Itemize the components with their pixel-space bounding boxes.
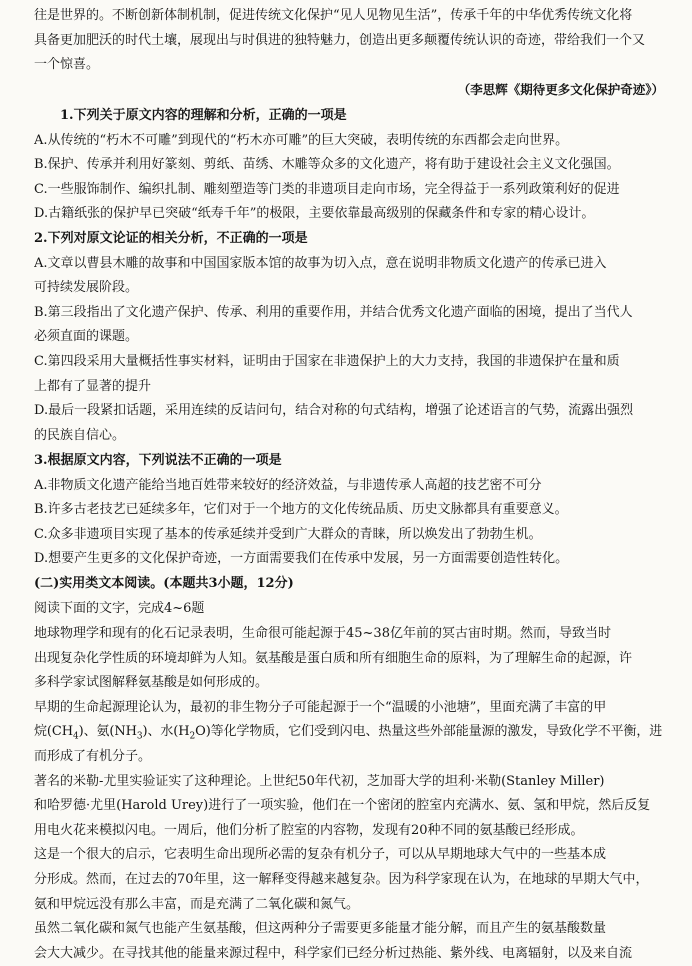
text-line: 地球物理学和现有的化石记录表明，生命很可能起源于45~38亿年前的冥古宙时期。然而，导致当时 [34,626,611,641]
option-d: D.古籍纸张的保护早已突破“纸寿千年”的极限，主要依靠最高级别的保藏条件和专家的精心设计。 [34,206,595,222]
text-line: 氨和甲烷远没有那么丰富，而是充满了二氧化碳和氮气。 [34,896,360,912]
text-line: 早期的生命起源理论认为，最初的非生物分子可能起源于一个“温暖的小池塘”，里面充满了丰富的甲 [34,699,607,715]
question-1 [34,104,662,227]
question-stem: 2.下列对原文论证的相关分析，不正确的一项是 [34,231,308,246]
option-b-cont: 必须直面的课题。 [34,329,139,345]
option-a: A.从传统的“朽木不可雕”到现代的“朽木亦可雕”的巨大突破，表明传统的东西都会走向世界。 [34,132,569,148]
section-instruction: 阅读下面的文字，完成4~6题 [34,600,205,616]
question-stem: 1.下列关于原文内容的理解和分析，正确的一项是 [60,108,347,123]
subscript: 4 [72,731,79,742]
text-line: 多科学家试图解释氨基酸是如何形成的。 [34,675,269,691]
subscript: 2 [189,731,196,742]
text-line: 具备更加肥沃的时代土壤，展现出与时俱进的独特魅力，创造出更多颠覆传统认识的奇迹，带给我们一个又 [34,32,646,48]
text-line: 分形成。然而，在过去的70年里，这一解释变得越来越复杂。因为科学家现在认为，在地球的早期大气中， [34,871,649,887]
option-c: C.第四段采用大量概括性事实材料，证明由于国家在非遗保护上的大力支持，我国的非遗保护在量和质 [34,353,620,369]
text-line: 用电火花来模拟闪电。一周后，他们分析了腔室的内容物，发现有20种不同的氨基酸已经形成。 [34,822,584,838]
text-line: 而形成了有机分子。 [34,748,152,764]
option-d-cont: 的民族自信心。 [34,427,126,443]
option-b: B.保护、传承并利用好篆刻、剪纸、苗绣、木雕等众多的文化遗产，将有助于建设社会主义文化强国。 [34,157,620,173]
text-span: 烷(CH [34,724,73,740]
text-line: 这是一个很大的启示，它表明生命出现所必需的复杂有机分子，可以从早期地球大气中的一些基本成 [34,847,607,863]
text-span: O)等化学物质，它们受到闪电、热量这些外部能量源的激发，导致化学不平衡，进 [195,724,662,740]
text-line: 会大大减少。在寻找其他的能量来源过程中，科学家们已经分析过热能、紫外线、电离辐射，以及来自流 [34,945,633,961]
option-a: A.非物质文化遗产能给当地百姓带来较好的经济效益，与非遗传承人高超的技艺密不可分 [34,477,542,493]
option-b: B.第三段指出了文化遗产保护、传承、利用的重要作用，并结合优秀文化遗产面临的困境，提出了当代人 [34,304,633,320]
text-line: 往是世界的。不断创新体制机制，促进传统文化保护“见人见物见生活”，传承千年的中华优秀传统文化将 [34,8,633,23]
text-line: 一个惊喜。 [34,57,100,73]
text-line: 和哈罗德·尤里(Harold Urey)进行了一项实验，他们在一个密闭的腔室内充满水、氨、氢和甲烷，然后反复 [34,798,651,814]
option-d: D.最后一段紧扣话题，采用连续的反诘问句，结合对称的句式结构，增强了论述语言的气势，流露出强烈 [34,403,634,419]
section-heading: (二)实用类文本阅读。(本题共3小题，12分) [34,576,294,591]
text-line: 出现复杂化学性质的环境却鲜为人知。氨基酸是蛋白质和所有细胞生命的原料，为了理解生命的起源，许 [34,650,633,666]
text-span: )、水(H [142,724,190,740]
text-line-formula [34,720,662,745]
article-body [34,622,662,966]
text-line: 著名的米勒-尤里实验证实了这种理论。上世纪50年代初，芝加哥大学的坦利·米勒(Stanley Miller) [34,773,605,789]
option-c: C.众多非遗项目实现了基本的传承延续并受到广大群众的青睐，所以焕发出了勃勃生机。 [34,526,542,542]
option-a: A.文章以曹县木雕的故事和中国国家版本馆的故事为切入点，意在说明非物质文化遗产的传承已进入 [34,255,607,271]
text-line: 虽然二氧化碳和氮气也能产生氨基酸，但这两种分子需要更多能量才能分解，而且产生的氨基酸数量 [34,921,607,937]
section-2-header [34,572,662,621]
option-b: B.许多古老技艺已延续多年，它们对于一个地方的文化传统品质、历史文脉都具有重要意义。 [34,502,568,518]
article-source: （李思辉《期待更多文化保护奇迹》） [457,82,664,97]
article-ending [34,4,662,78]
question-2 [34,227,662,448]
option-a-cont: 可持续发展阶段。 [34,280,139,296]
option-c: C.一些服饰制作、编织扎制、雕刻塑造等门类的非遗项目走向市场，完全得益于一系列政策利好的促进 [34,181,620,197]
question-stem: 3.根据原文内容，下列说法不正确的一项是 [34,453,282,468]
subscript: 3 [136,731,143,742]
option-d: D.想要产生更多的文化保护奇迹，一方面需要我们在传承中发展，另一方面需要创造性转化。 [34,551,569,567]
question-3 [34,449,662,572]
option-c-cont: 上都有了显著的提升 [34,378,152,394]
text-span: )、氨(NH [78,724,137,740]
